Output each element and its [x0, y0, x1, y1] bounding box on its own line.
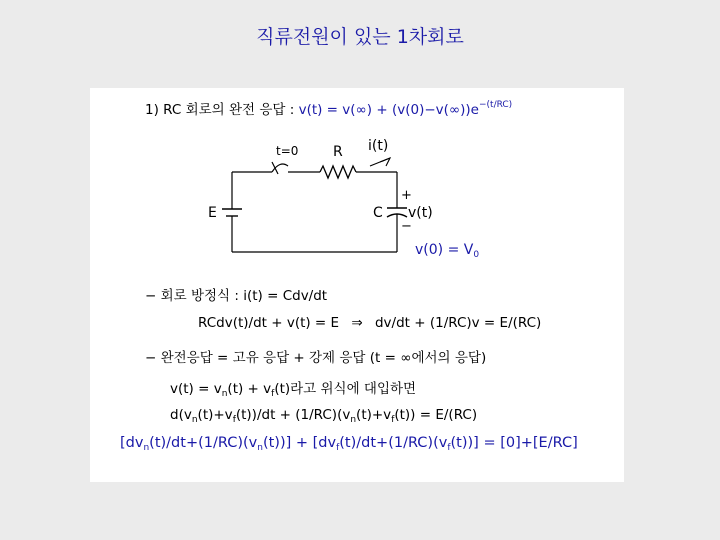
separated-text-e: (t))] = [0]+[E/RC]	[450, 435, 578, 451]
initial-condition-main: v(0) = V	[415, 242, 474, 258]
substitution-text-a: v(t) = v	[170, 381, 222, 397]
circuit-equation: − 회로 방정식 : i(t) = Cdv/dt	[145, 288, 328, 304]
separated-text-a: [dv	[120, 435, 144, 451]
current-arrow	[380, 158, 390, 166]
initial-condition-sub: 0	[473, 250, 480, 260]
substituted-text-c: (t))/dt + (1/RC)(v	[235, 407, 351, 423]
capacitor-label: C	[373, 205, 383, 221]
substituted-sub-3: n	[350, 415, 357, 425]
substituted-text-d: (t)+v	[356, 407, 392, 423]
content-panel	[90, 88, 624, 482]
switch-arrow	[272, 162, 278, 174]
substituted-text-a: d(v	[170, 407, 192, 423]
substituted-equation	[170, 407, 477, 425]
source-label: E	[208, 205, 217, 221]
separated-text-c: (t))] + [dv	[262, 435, 337, 451]
complete-response-formula: v(t) = v(∞) + (v(0)−v(∞))e	[298, 102, 479, 118]
substituted-text-b: (t)+v	[197, 407, 233, 423]
complete-response-definition: − 완전응답 = 고유 응답 + 강제 응답 (t = ∞에서의 응답)	[145, 350, 487, 366]
separated-equation	[120, 435, 578, 453]
substituted-sub-4: f	[391, 415, 395, 425]
page-title: 직류전원이 있는 1차회로	[256, 26, 464, 48]
complete-response-prefix: 1) RC 회로의 완전 응답 :	[145, 102, 299, 118]
separated-sub-2: n	[257, 443, 263, 453]
plus-sign: +	[401, 188, 412, 203]
differential-equation	[198, 315, 541, 331]
complete-response-exponent: −(t/RC)	[478, 100, 513, 110]
resistor-label: R	[333, 144, 343, 160]
substitution-text-b: (t) + v	[227, 381, 272, 397]
substitution-sub-n: n	[221, 389, 228, 399]
substituted-sub-2: f	[232, 415, 236, 425]
resistor-symbol	[320, 166, 356, 178]
substitution-sub-f: f	[271, 389, 275, 399]
substitution-line	[170, 377, 416, 399]
implies-arrow: ⇒	[351, 315, 363, 331]
current-label: i(t)	[368, 138, 389, 154]
substitution-text-c: (t)라고 위식에 대입하면	[274, 381, 417, 397]
separated-text-d: (t)/dt+(1/RC)(v	[339, 435, 448, 451]
substituted-text-e: (t)) = E/(RC)	[394, 407, 478, 423]
separated-sub-1: n	[143, 443, 150, 453]
switch-label: t=0	[276, 144, 299, 158]
separated-sub-4: f	[447, 443, 451, 453]
differential-equation-left: RCdv(t)/dt + v(t) = E	[198, 315, 340, 331]
separated-text-b: (t)/dt+(1/RC)(v	[149, 435, 258, 451]
separated-sub-3: f	[336, 443, 340, 453]
initial-condition	[415, 242, 479, 260]
voltage-label: v(t)	[408, 205, 433, 221]
differential-equation-right: dv/dt + (1/RC)v = E/(RC)	[374, 315, 542, 331]
minus-sign: −	[401, 219, 412, 234]
rc-circuit-diagram	[90, 88, 624, 288]
substituted-sub-1: n	[191, 415, 198, 425]
